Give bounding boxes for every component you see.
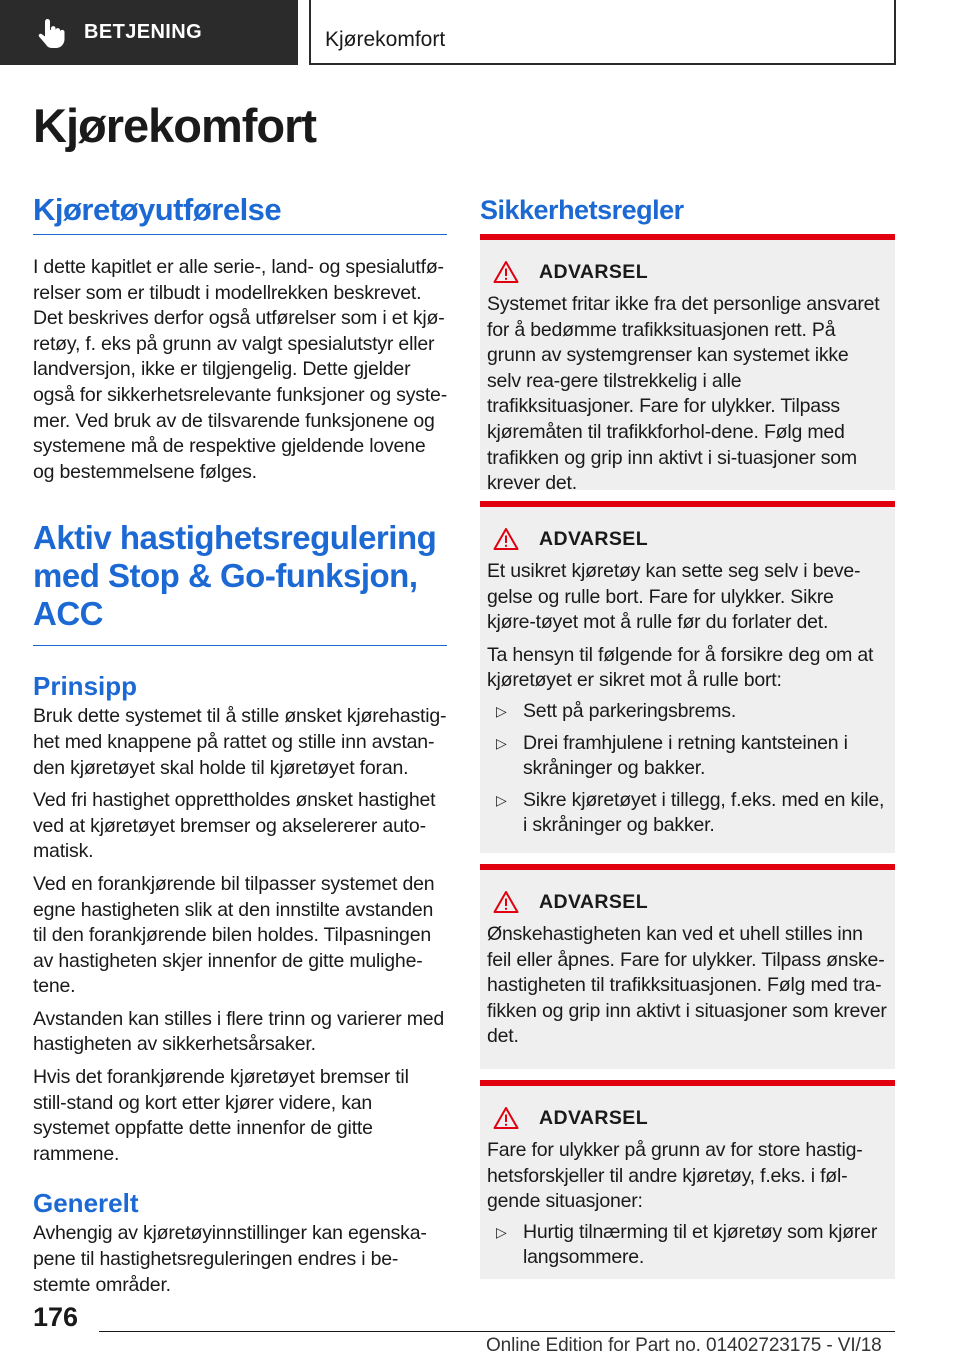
warning-text: Ønskehastigheten kan ved et uhell stilles inn feil eller åpnes. Fare for ulykker. Tilpass ønske-hastigheten til trafikksituasjonen. Følg med tra-fikken og grip inn aktivt i situasjoner som krever det.: [487, 923, 887, 1048]
warning-label: ADVARSEL: [539, 1106, 649, 1129]
warning-label: ADVARSEL: [539, 260, 649, 283]
list-item: [487, 1220, 887, 1271]
section-tab: [0, 0, 298, 65]
warning-triangle-icon: [493, 890, 519, 914]
list-item-text: Sikre kjøretøyet i tillegg, f.eks. med en kile, i skråninger og bakker.: [523, 788, 885, 837]
heading-acc: Aktiv hastighetsregulering med Stop & Go-funksjon, ACC: [33, 519, 437, 633]
vehicle-version-text: I dette kapitlet er alle serie-, land- og spesialutfø-relser som er tilbudt i modellrekken beskrevet. Det beskrives derfor også utførelser som i et kjø-retøy, f. eks på grunn av valgt spesialutstyr eller landversjon, ikke er tilgjengelig. Dette gjelder også for sikkerhetsrelevante funksjoner og syste-mer. Ved bruk av de tilsvarende funksjonene og systemene må de respektive gjeldende lovene og bestemmelsene følges.: [33, 256, 447, 483]
warning-box: [480, 864, 895, 1069]
warning-triangle-icon: [493, 527, 519, 551]
page-number: 176: [33, 1302, 79, 1332]
principle-paragraph: Hvis det forankjørende kjøretøyet bremser til still-stand og kort etter kjører videre, kan systemet oppfatte dette innenfor de gitte rammene.: [33, 1066, 409, 1165]
heading-vehicle-version: Kjøretøyutførelse: [33, 192, 282, 227]
warning-text: Et usikret kjøretøy kan sette seg selv i beve-gelse og rulle bort. Fare for ulykker. Sikre kjøre-tøyet mot å rulle før du forlater det.: [487, 560, 861, 634]
principle-paragraph: Ved en forankjørende bil tilpasser systemet den egne hastigheten slik at den innstilte avstanden til den forankjørende bilen holdes. Tilpasningen av hastigheten skjer innenfor de gitte mulighe-tene.: [33, 872, 435, 998]
warning-list: [487, 699, 887, 839]
list-item-text: Hurtig tilnærming til et kjøretøy som kjører langsommere.: [523, 1220, 878, 1269]
triangle-bullet-icon: ▷: [496, 791, 507, 808]
chapter-tab: [311, 0, 896, 65]
warning-box: [480, 234, 895, 495]
warning-triangle-icon: [493, 260, 519, 284]
hand-pointer-icon: [36, 17, 66, 49]
warning-list: [487, 1220, 887, 1271]
section-label: BETJENING: [84, 21, 203, 43]
warning-box: [480, 1080, 895, 1279]
warning-header: [493, 525, 887, 553]
warning-header: [493, 258, 887, 286]
list-item: [487, 731, 887, 782]
left-column: [33, 190, 447, 1298]
list-item-text: Sett på parkeringsbrems.: [523, 699, 737, 722]
warning-box: [480, 501, 895, 853]
warning-header: [493, 888, 887, 916]
heading-rule: [33, 645, 447, 646]
heading-principle: Prinsipp: [33, 671, 138, 702]
page-title: Kjørekomfort: [33, 99, 317, 152]
heading-safety-rules: Sikkerhetsregler: [480, 195, 684, 225]
heading-general: Generelt: [33, 1188, 139, 1219]
chapter-label: Kjørekomfort: [325, 28, 446, 51]
warning-label: ADVARSEL: [539, 890, 649, 913]
principle-paragraph: Bruk dette systemet til å stille ønsket kjørehastig-het med knappene på rattet og stille inn avstan-den kjøretøyet skal holde til kjøretøyet foran.: [33, 705, 447, 779]
warning-label: ADVARSEL: [539, 527, 649, 550]
right-column-heading: [480, 190, 895, 230]
principle-paragraph: Ved fri hastighet opprettholdes ønsket hastighet ved at kjøretøyet bremser og akselererer auto-matisk.: [33, 789, 436, 863]
list-item: [487, 788, 887, 839]
triangle-bullet-icon: ▷: [496, 734, 507, 751]
footer-rule: [99, 1331, 895, 1332]
warning-triangle-icon: [493, 1106, 519, 1130]
principle-paragraph: Avstanden kan stilles i flere trinn og varierer med hastigheten av sikkerhetsårsaker.: [33, 1007, 445, 1056]
triangle-bullet-icon: ▷: [496, 1223, 507, 1240]
edition-footer: Online Edition for Part no. 01402723175 - VI/18: [486, 1335, 882, 1356]
warning-text: Ta hensyn til følgende for å forsikre deg om at kjøretøyet er sikret mot å rulle bort:: [487, 643, 874, 692]
warning-text: Systemet fritar ikke fra det personlige ansvaret for å bedømme trafikksituasjonen rett. På grunn av systemgrenser kan systemet ikke selv rea-gere tilstrekkelig i alle trafikksituasjoner. Fare for ulykker. Tilpass kjøremåten til trafikkforhol-dene. Følg med trafikken og grip inn aktivt i si-tuasjoner som krever det.: [487, 293, 880, 495]
warning-header: [493, 1104, 887, 1132]
list-item-text: Drei framhjulene i retning kantsteinen i skråninger og bakker.: [523, 731, 848, 780]
general-paragraph: Avhengig av kjøretøyinnstillinger kan egenska-pene til hastighetsreguleringen endres i be-stemte områder.: [33, 1222, 427, 1296]
list-item: [487, 699, 887, 725]
triangle-bullet-icon: ▷: [496, 702, 507, 719]
warning-text: Fare for ulykker på grunn av for store hastig-hetsforskjeller til andre kjøretøy, f.eks. i føl-gende situasjoner:: [487, 1139, 863, 1213]
heading-rule: [33, 234, 447, 235]
